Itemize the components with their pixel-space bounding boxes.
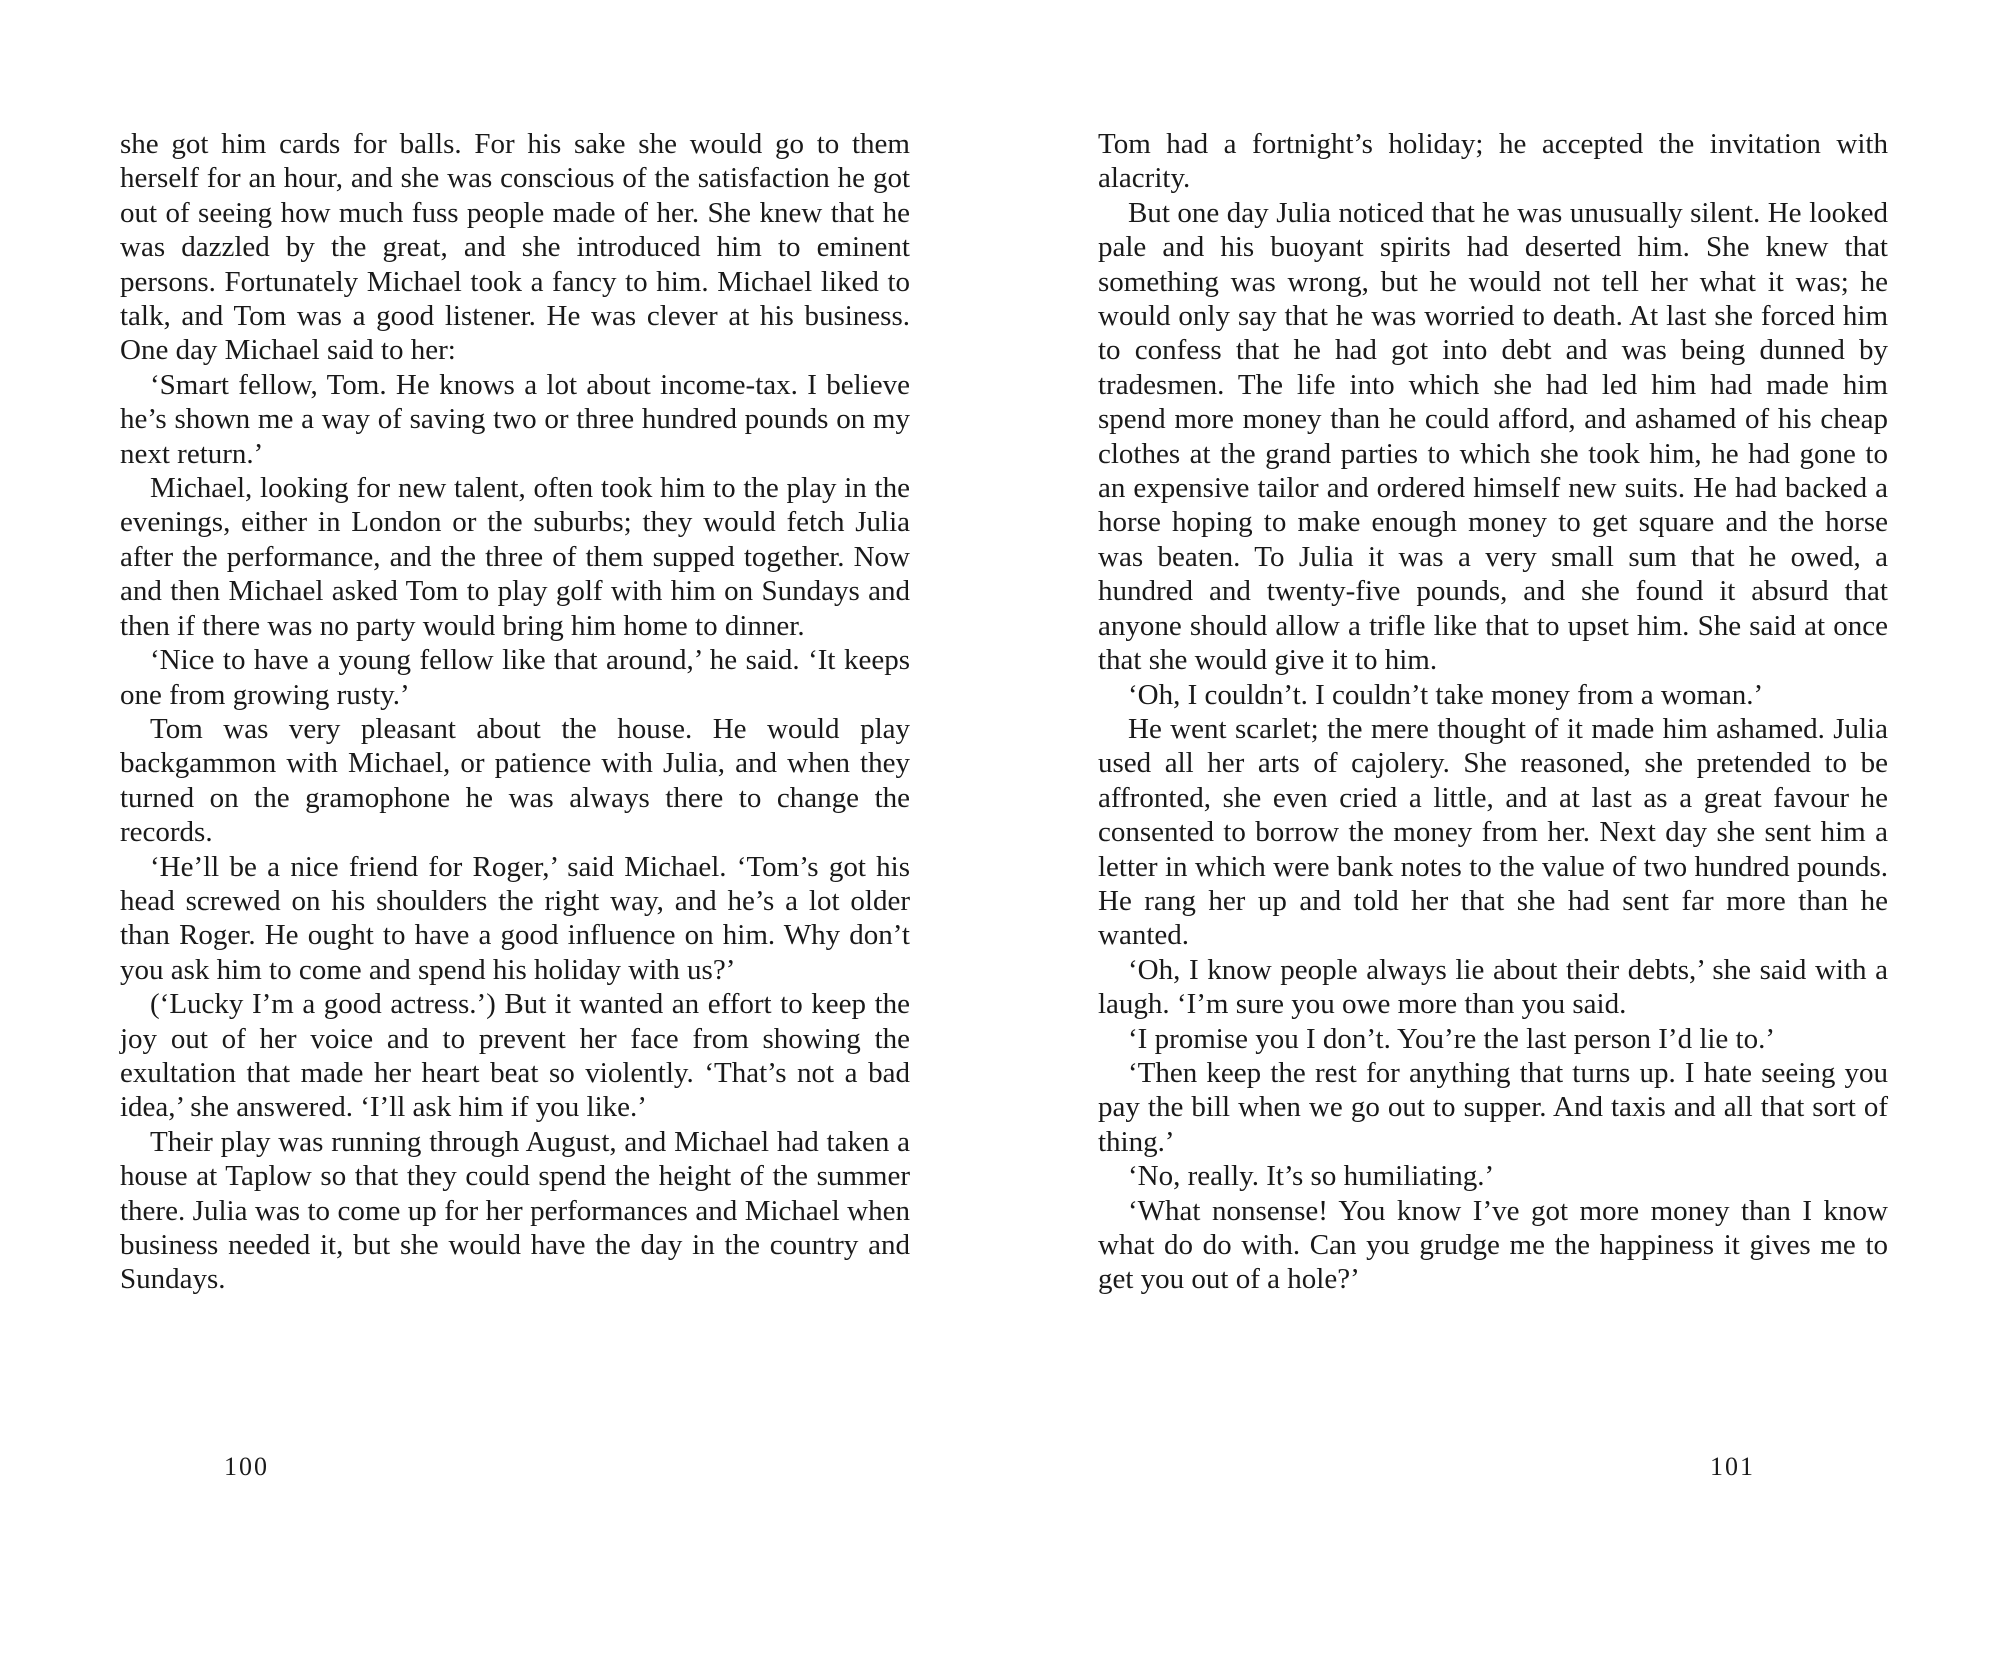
paragraph: (‘Lucky I’m a good actress.’) But it wanted an effort to keep the joy out of her voice and to prevent her face from showing the exultation that made her heart beat so violently. ‘That’s not a bad idea,’ she answered. ‘I’ll ask him if you like.’ [120,988,910,1124]
paragraph: ‘Oh, I couldn’t. I couldn’t take money from a woman.’ [1128,678,1764,711]
paragraph: ‘No, really. It’s so humiliating.’ [1128,1160,1495,1193]
right-page-text [1098,127,1888,1297]
paragraph: ‘I promise you I don’t. You’re the last person I’d lie to.’ [1128,1022,1776,1055]
paragraph: ‘Nice to have a young fellow like that around,’ he said. ‘It keeps one from growing rusty.’ [120,644,910,711]
paragraph: But one day Julia noticed that he was unusually silent. He looked pale and his buoyant spirits had deserted him. She knew that something was wrong, but he would not tell her what it was; he would only say that he was worried to death. At last she forced him to confess that he had got into debt and was being dunned by tradesmen. The life into which she had led him had made him spend more money than he could afford, and ashamed of his cheap clothes at the grand parties to which she took him, he had gone to an expensive tailor and ordered himself new suits. He had backed a horse hoping to make enough money to get square and the horse was beaten. To Julia it was a very small sum that he owed, a hundred and twenty-five pounds, and she found it absurd that anyone should allow a trifle like that to upset him. She said at once that she would give it to him. [1098,196,1888,677]
paragraph: ‘Oh, I know people always lie about their debts,’ she said with a laugh. ‘I’m sure you owe more than you said. [1098,953,1888,1021]
paragraph: Their play was running through August, and Michael had taken a house at Taplow so that they could spend the height of the summer there. Julia was to come up for her performances and Michael when business needed it, but she would have the day in the country and Sundays. [120,1125,910,1296]
paragraph: Tom had a fortnight’s holiday; he accepted the invitation with alacrity. [1098,128,1888,195]
page-number-left: 100 [224,1452,269,1481]
page-number-right: 101 [1710,1452,1755,1481]
paragraph: Tom was very pleasant about the house. He would play backgammon with Michael, or patience with Julia, and when they turned on the gramophone he was always there to change the records. [120,712,910,849]
paragraph: ‘Smart fellow, Tom. He knows a lot about income-tax. I believe he’s shown me a way of saving two or three hundred pounds on my next return.’ [120,368,910,470]
paragraph: He went scarlet; the mere thought of it made him ashamed. Julia used all her arts of cajolery. She reasoned, she pretended to be affronted, she even cried a little, and at last as a great favour he consented to borrow the money from her. Next day she sent him a letter in which were bank notes to the value of two hundred pounds. He rang her up and told her that she had sent far more than he wanted. [1098,712,1888,952]
paragraph: ‘What nonsense! You know I’ve got more money than I know what do do with. Can you grudge me the happiness it gives me to get you out of a hole?’ [1098,1194,1888,1296]
paragraph: she got him cards for balls. For his sake she would go to them herself for an hour, and she was conscious of the satisfaction he got out of seeing how much fuss people made of her. She knew that he was dazzled by the great, and she introduced him to eminent persons. Fortunately Michael took a fancy to him. Michael liked to talk, and Tom was a good listener. He was clever at his business. One day Michael said to her: [120,128,910,367]
left-page-text [120,127,910,1297]
paragraph: ‘Then keep the rest for anything that turns up. I hate seeing you pay the bill when we go out to supper. And taxis and all that sort of thing.’ [1098,1056,1888,1158]
paragraph: ‘He’ll be a nice friend for Roger,’ said Michael. ‘Tom’s got his head screwed on his shoulders the right way, and he’s a lot older than Roger. He ought to have a good influence on him. Why don’t you ask him to come and spend his holiday with us?’ [120,850,910,986]
paragraph: Michael, looking for new talent, often took him to the play in the evenings, either in London or the suburbs; they would fetch Julia after the performance, and the three of them supped together. Now and then Michael asked Tom to play golf with him on Sundays and then if there was no party would bring him home to dinner. [120,472,910,642]
right-page [1098,0,1888,1655]
left-page [120,0,910,1655]
